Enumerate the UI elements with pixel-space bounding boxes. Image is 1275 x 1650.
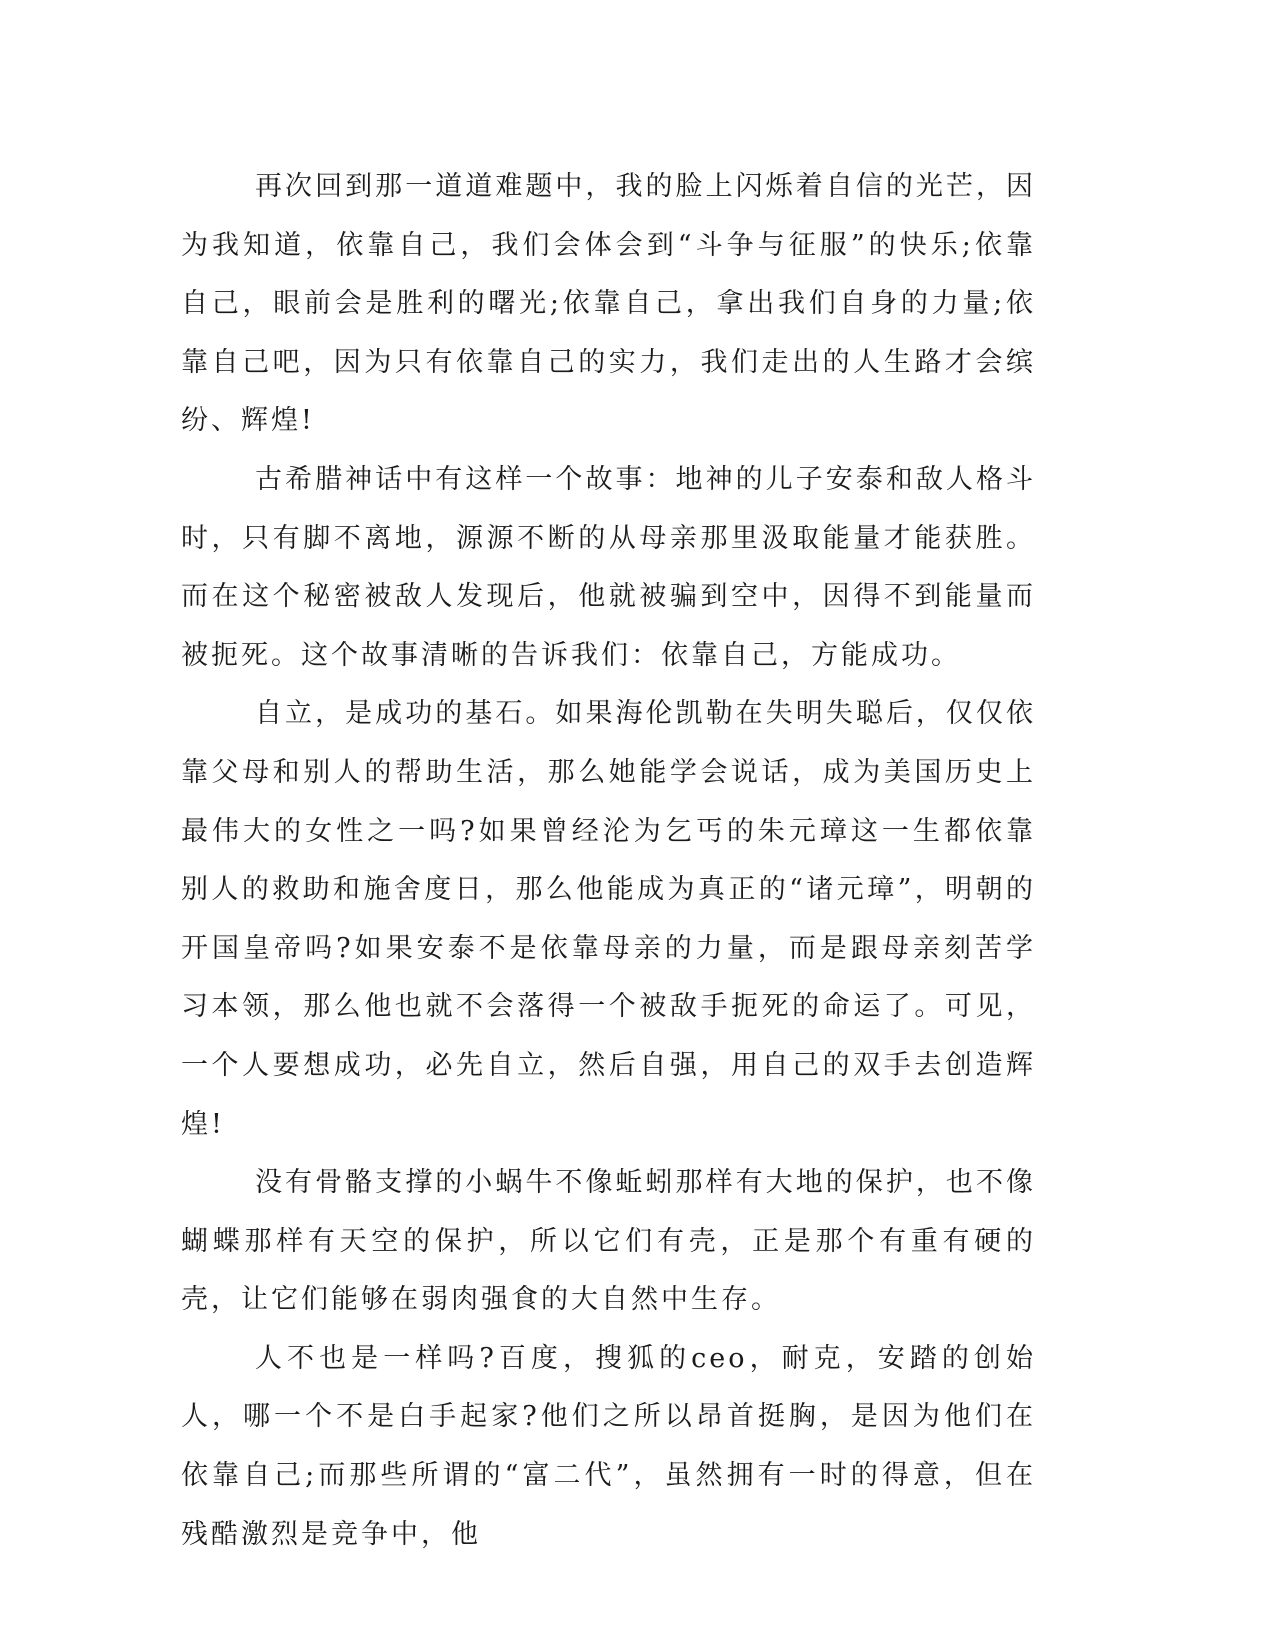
paragraph-4: 没有骨骼支撑的小蜗牛不像蚯蚓那样有大地的保护，也不像蝴蝶那样有天空的保护，所以它们有壳，正是那个有重有硬的壳，让它们能够在弱肉强食的大自然中生存。	[181, 1167, 1036, 1316]
paragraph-1: 再次回到那一道道难题中，我的脸上闪烁着自信的光芒，因为我知道，依靠自己，我们会体会到“斗争与征服”的快乐;依靠自己，眼前会是胜利的曙光;依靠自己，拿出我们自身的力量;依靠自己吧，因为只有依靠自己的实力，我们走出的人生路才会缤纷、辉煌!	[181, 171, 1036, 437]
paragraph-2: 古希腊神话中有这样一个故事：地神的儿子安泰和敌人格斗时，只有脚不离地，源源不断的从母亲那里汲取能量才能获胜。而在这个秘密被敌人发现后，他就被骗到空中，因得不到能量而被扼死。这个故事清晰的告诉我们：依靠自己，方能成功。	[181, 463, 1036, 671]
paragraph-3: 自立，是成功的基石。如果海伦凯勒在失明失聪后，仅仅依靠父母和别人的帮助生活，那么她能学会说话，成为美国历史上最伟大的女性之一吗?如果曾经沦为乞丐的朱元璋这一生都依靠别人的救助和施舍度日，那么他能成为真正的“诸元璋”，明朝的开国皇帝吗?如果安泰不是依靠母亲的力量，而是跟母亲刻苦学习本领，那么他也就不会落得一个被敌手扼死的命运了。可见，一个人要想成功，必先自立，然后自强，用自己的双手去创造辉煌!	[181, 698, 1036, 1140]
paragraph-5: 人不也是一样吗?百度，搜狐的ceo，耐克，安踏的创始人，哪一个不是白手起家?他们之所以昂首挺胸，是因为他们在依靠自己;而那些所谓的“富二代”，虽然拥有一时的得意，但在残酷激烈是竞争中，他	[181, 1342, 1036, 1550]
document-body	[181, 158, 1036, 1564]
